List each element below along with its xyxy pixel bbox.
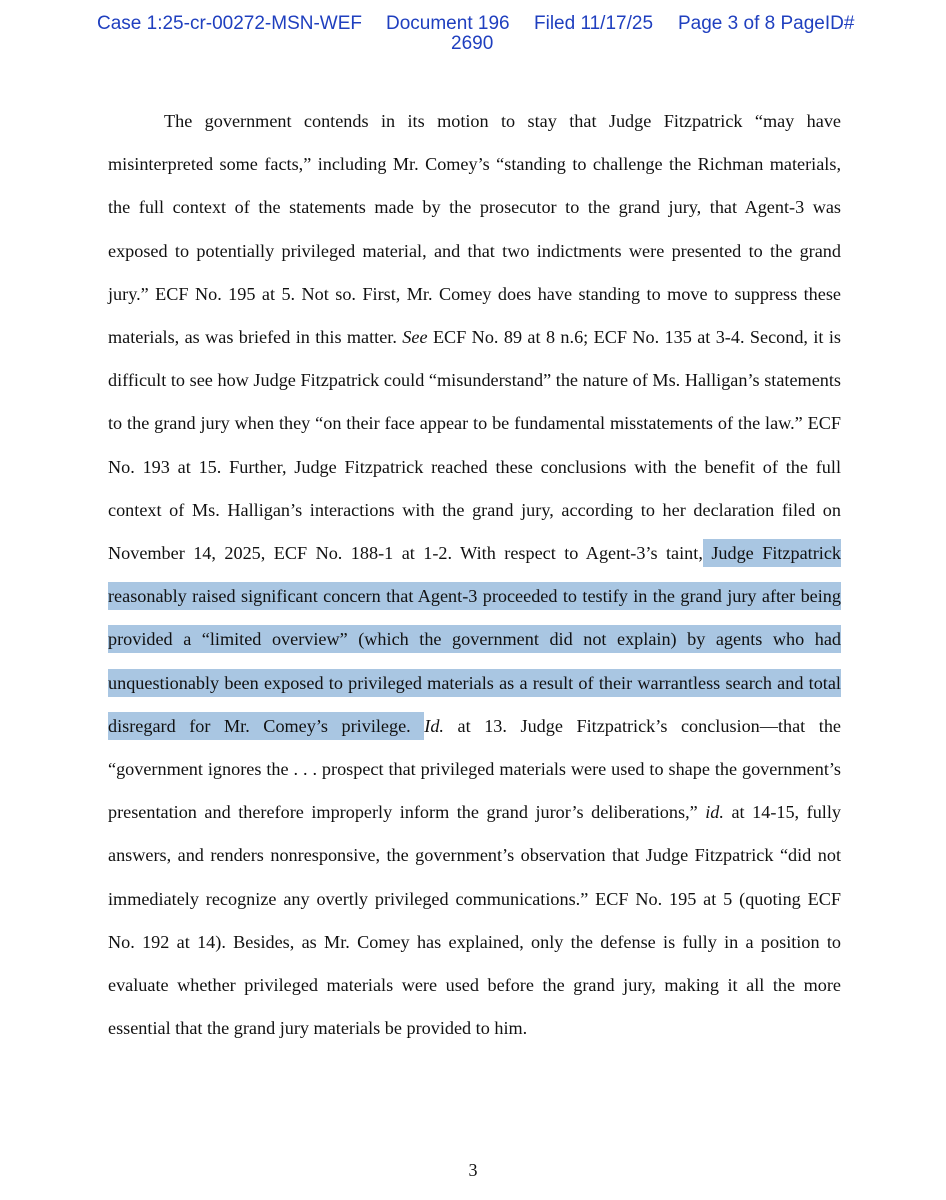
page-number: 3: [468, 1160, 478, 1180]
paragraph-text-4: at 14-15, fully answers, and renders nonresponsive, the government’s observation that Judge Fitzpatrick “did not immediately recognize any overtly privileged communications.” ECF No. 195 at 5 (quoting ECF No. 192 at 14). Besides, as Mr. Comey has explained, only the defense is fully in a position to evaluate whether privileged materials were used before the grand jury, making it all the more essential that the grand jury materials be provided to him.: [108, 802, 841, 1039]
page-info: Page 3 of 8 PageID#: [678, 13, 855, 34]
citation-id-lower: id.: [705, 802, 724, 823]
paragraph-text-1: The government contends in its motion to stay that Judge Fitzpatrick “may have misinterpreted some facts,” including Mr. Comey’s “standing to challenge the Richman materials, the full context of the statements made by the prosecutor to the grand jury, that Agent-3 was exposed to potentially privileged material, and that two indictments were presented to the grand jury.” ECF No. 195 at 5. Not so. First, Mr. Comey does have standing to move to suppress these materials, as was briefed in this matter.: [108, 111, 841, 348]
document-number: Document 196: [386, 13, 510, 34]
body-paragraph: [108, 100, 841, 1050]
paragraph-text-3: at 13. Judge Fitzpatrick’s conclusion—that the “government ignores the . . . prospect that privileged materials were used to shape the government’s presentation and therefore improperly inform the grand juror’s deliberations,”: [108, 715, 841, 823]
highlighted-passage: Judge Fitzpatrick reasonably raised significant concern that Agent-3 proceeded to testify in the grand jury after being provided a “limited overview” (which the government did not explain) by agents who had unquestionably been exposed to privileged materials as a result of their warrantless search and total disregard for Mr. Comey’s privilege.: [108, 539, 841, 740]
case-number: Case 1:25-cr-00272-MSN-WEF: [97, 13, 363, 34]
page-id: 2690: [451, 33, 494, 54]
filed-date: Filed 11/17/25: [534, 13, 654, 34]
paragraph-text-2: ECF No. 89 at 8 n.6; ECF No. 135 at 3-4. Second, it is difficult to see how Judge Fitzpatrick could “misunderstand” the nature of Ms. Halligan’s statements to the grand jury when they “on their face appear to be fundamental misstatements of the law.” ECF No. 193 at 15. Further, Judge Fitzpatrick reached these conclusions with the benefit of the full context of Ms. Halligan’s interactions with the grand jury, according to her declaration filed on November 14, 2025, ECF No. 188-1 at 1-2. With respect to Agent-3’s taint,: [108, 327, 841, 564]
citation-id: Id.: [424, 715, 444, 736]
citation-signal-see: See: [402, 327, 428, 348]
